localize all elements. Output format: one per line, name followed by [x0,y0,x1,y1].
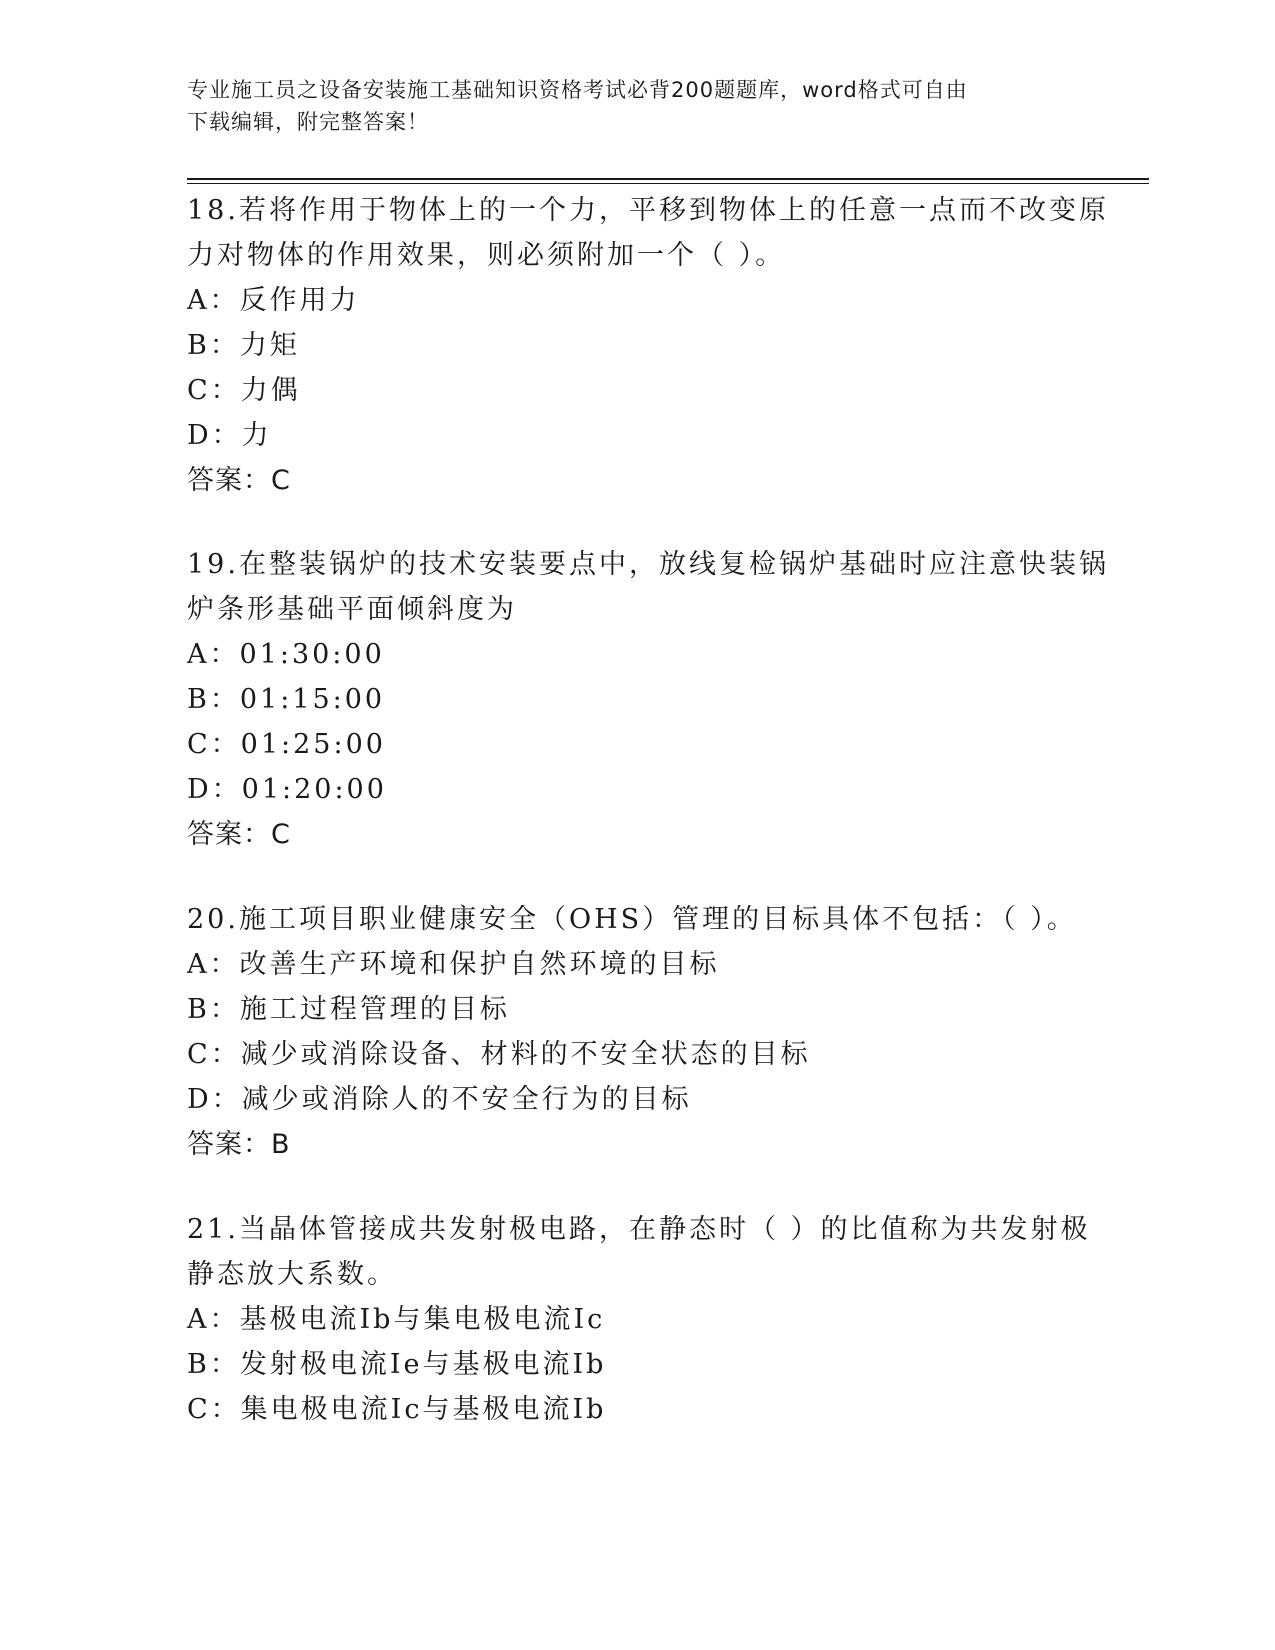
option-a: A：01:30:00 [187,639,385,670]
question-stem: 静态放大系数。 [187,1259,397,1290]
question-stem: 炉条形基础平面倾斜度为 [187,594,517,625]
header-line-1: 专业施工员之设备安装施工基础知识资格考试必背200题题库，word格式可自由 [187,78,968,102]
option-b: B：力矩 [187,330,300,361]
option-d: D：减少或消除人的不安全行为的目标 [187,1084,692,1115]
answer: 答案：C [187,465,291,496]
option-b: B：施工过程管理的目标 [187,994,510,1025]
question-stem: 21.当晶体管接成共发射极电路，在静态时（ ）的比值称为共发射极 [187,1214,1091,1245]
question-stem: 力对物体的作用效果，则必须附加一个（ ）。 [187,240,786,271]
option-c: C：力偶 [187,375,301,406]
header-divider-thick [187,178,1149,180]
document-header [187,74,1067,138]
option-a: A：改善生产环境和保护自然环境的目标 [187,949,720,980]
option-b: B：发射极电流Ie与基极电流Ib [187,1349,607,1380]
option-a: A：基极电流Ib与集电极电流Ic [187,1304,606,1335]
question-18 [187,188,1109,503]
header-divider-thin [187,183,1149,184]
header-line-2: 下载编辑，附完整答案！ [187,110,429,134]
question-stem: 20.施工项目职业健康安全（OHS）管理的目标具体不包括：（ ）。 [187,904,1077,935]
answer: 答案：B [187,1129,291,1160]
question-stem: 18.若将作用于物体上的一个力，平移到物体上的任意一点而不改变原 [187,195,1109,226]
option-c: C：减少或消除设备、材料的不安全状态的目标 [187,1039,811,1070]
question-19 [187,542,1109,857]
option-d: D：01:20:00 [187,774,387,805]
question-stem: 19.在整装锅炉的技术安装要点中，放线复检锅炉基础时应注意快装锅 [187,549,1109,580]
option-c: C：01:25:00 [187,729,386,760]
option-a: A：反作用力 [187,285,360,316]
answer: 答案：C [187,819,291,850]
option-b: B：01:15:00 [187,684,386,715]
question-21 [187,1207,1091,1432]
question-20 [187,897,1087,1167]
option-d: D：力 [187,420,272,451]
option-c: C：集电极电流Ic与基极电流Ib [187,1394,607,1425]
